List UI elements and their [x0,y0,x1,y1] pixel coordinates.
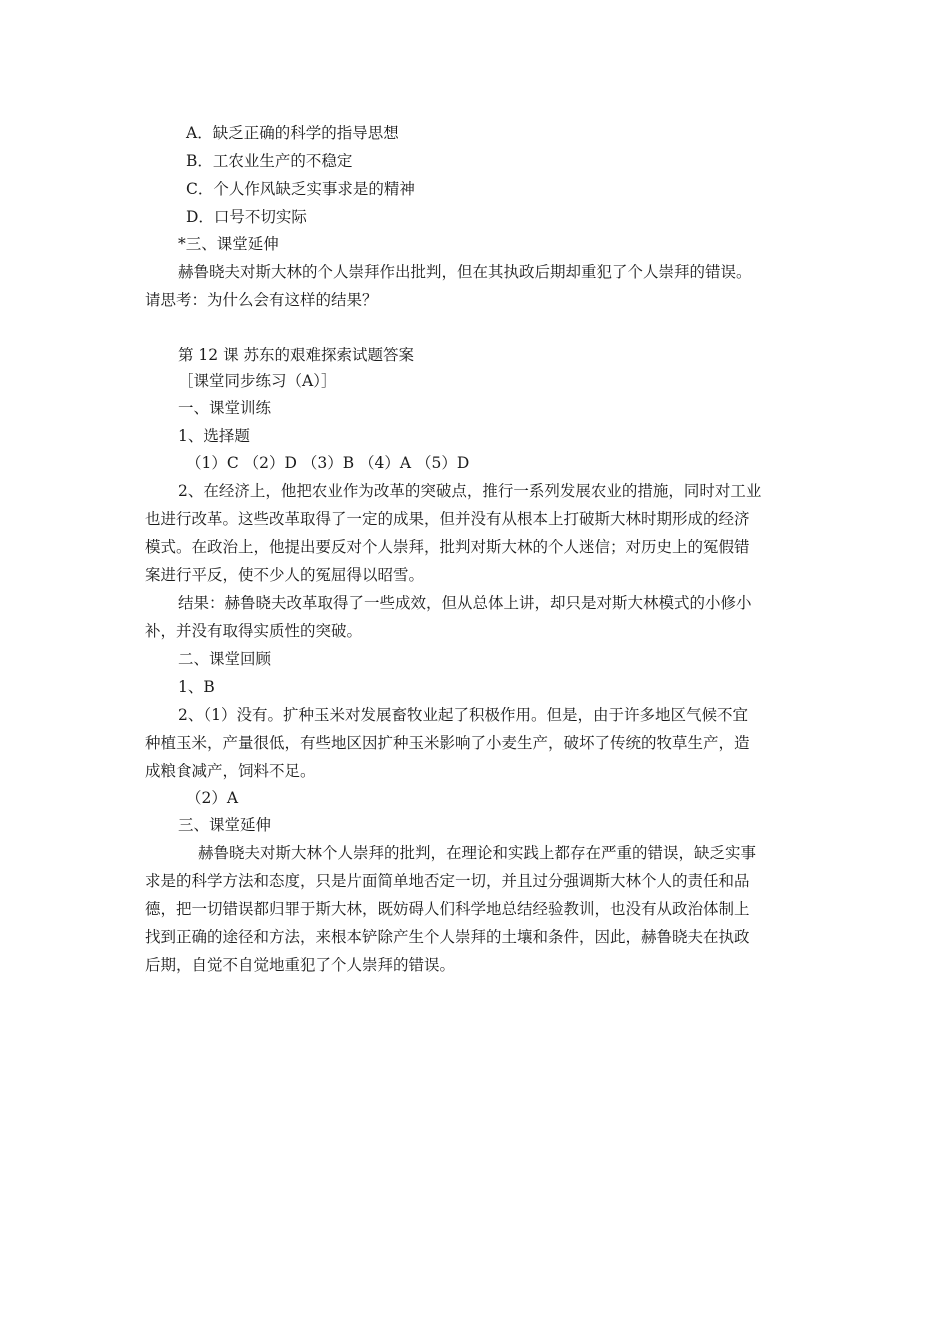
paragraph-line: 成粮食减产，饲料不足。 [145,762,316,780]
paragraph-line: 也进行改革。这些改革取得了一定的成果，但并没有从根本上打破斯大林时期形成的经济 [145,510,750,528]
extension-question-line: 请思考：为什么会有这样的结果？ [145,291,378,309]
paragraph-line: 找到正确的途径和方法，来根本铲除产生个人崇拜的土壤和条件，因此，赫鲁晓夫在执政 [145,928,750,946]
section-heading: 二、课堂回顾 [178,650,272,668]
practice-heading: ［课堂同步练习（A）］ [178,372,337,390]
option-c: C．个人作风缺乏实事求是的精神 [186,180,415,198]
paragraph-line: 2、在经济上，他把农业作为改革的突破点，推行一系列发展农业的措施，同时对工业 [178,482,762,500]
section-heading: 一、课堂训练 [178,399,272,417]
paragraph-line: 补，并没有取得实质性的突破。 [145,622,363,640]
paragraph-line: 2、（1）没有。扩种玉米对发展畜牧业起了积极作用。但是，由于许多地区气候不宜 [178,706,748,724]
review-answer: 1、B [178,678,215,696]
review-answer: （2）A [186,789,239,807]
section-heading: 三、课堂延伸 [178,816,272,834]
paragraph-line: 德，把一切错误都归罪于斯大林，既妨碍人们科学地总结经验教训，也没有从政治体制上 [145,900,750,918]
paragraph-line: 求是的科学方法和态度，只是片面简单地否定一切，并且过分强调斯大林个人的责任和品 [145,872,750,890]
answers-title: 第 12 课 苏东的艰难探索试题答案 [178,346,415,364]
option-b: B．工农业生产的不稳定 [186,152,353,170]
option-a: A．缺乏正确的科学的指导思想 [186,124,399,142]
paragraph-line: 模式。在政治上，他提出要反对个人崇拜，批判对斯大林的个人迷信；对历史上的冤假错 [145,538,750,556]
paragraph-line: 结果：赫鲁晓夫改革取得了一些成效，但从总体上讲，却只是对斯大林模式的小修小 [178,594,752,612]
paragraph-line: 赫鲁晓夫对斯大林个人崇拜的批判，在理论和实践上都存在严重的错误，缺乏实事 [198,844,757,862]
choice-heading: 1、选择题 [178,427,250,445]
option-d: D．口号不切实际 [186,208,307,226]
extension-heading: *三、课堂延伸 [178,235,279,253]
choice-answers: （1）C （2）D （3）B （4）A （5）D [186,454,470,472]
extension-question-line: 赫鲁晓夫对斯大林的个人崇拜作出批判，但在其执政后期却重犯了个人崇拜的错误。 [178,263,752,281]
paragraph-line: 后期，自觉不自觉地重犯了个人崇拜的错误。 [145,956,456,974]
paragraph-line: 种植玉米，产量很低，有些地区因扩种玉米影响了小麦生产，破坏了传统的牧草生产，造 [145,734,750,752]
paragraph-line: 案进行平反，使不少人的冤屈得以昭雪。 [145,566,425,584]
